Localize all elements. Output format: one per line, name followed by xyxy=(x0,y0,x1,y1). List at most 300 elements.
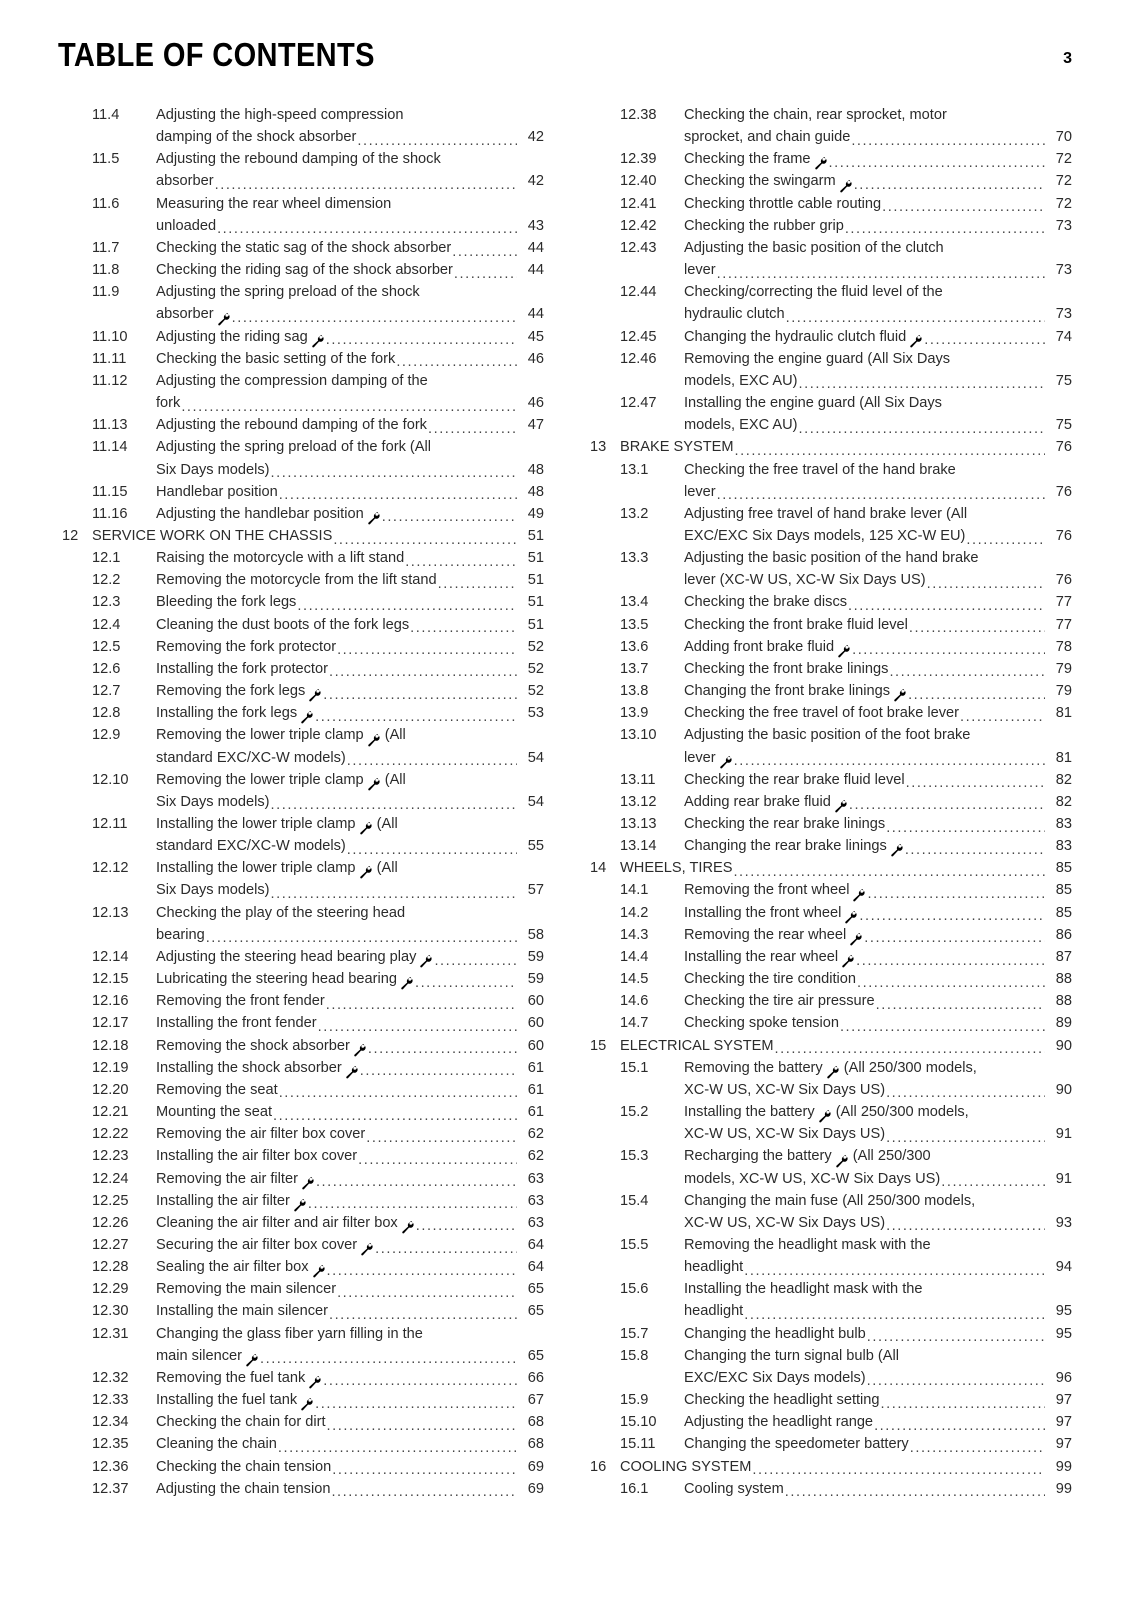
toc-entry-text: Adjusting the handlebar position xyxy=(156,505,364,522)
toc-section-row[interactable] xyxy=(58,1190,544,1212)
toc-chapter-row[interactable] xyxy=(586,1035,1072,1057)
toc-page-number: 78 xyxy=(1055,638,1072,655)
toc-section-row[interactable] xyxy=(58,481,544,503)
toc-page-number: 74 xyxy=(1055,328,1072,345)
toc-section-number: 12.16 xyxy=(92,993,129,1010)
toc-page-number: 90 xyxy=(1055,1037,1072,1054)
dot-leader xyxy=(874,1419,1045,1434)
toc-section-row[interactable] xyxy=(58,1057,544,1079)
toc-entry xyxy=(156,1212,544,1234)
toc-entry-text: Checking the rear brake fluid level xyxy=(684,771,905,788)
toc-entry xyxy=(156,658,544,680)
toc-section-row[interactable] xyxy=(58,857,544,901)
toc-section-number: 14.4 xyxy=(620,948,649,965)
dot-leader xyxy=(347,754,517,769)
toc-entry xyxy=(684,1190,1072,1234)
toc-section-number: 15.3 xyxy=(620,1148,649,1165)
dot-leader xyxy=(876,998,1045,1013)
toc-page-number: 81 xyxy=(1055,705,1072,722)
toc-entry xyxy=(156,1101,544,1123)
toc-entry xyxy=(684,724,1072,768)
toc-section-row[interactable] xyxy=(586,503,1072,547)
toc-section-row[interactable] xyxy=(58,326,544,348)
toc-page-number: 60 xyxy=(527,993,544,1010)
toc-section-number: 11.10 xyxy=(92,328,128,345)
dot-leader xyxy=(347,843,517,858)
toc-section-row[interactable] xyxy=(586,281,1072,325)
toc-entry xyxy=(156,1168,544,1190)
toc-section-row[interactable] xyxy=(586,1101,1072,1145)
toc-section-number: 12.29 xyxy=(92,1281,129,1298)
toc-entry-text: Bleeding the fork legs xyxy=(156,594,297,611)
toc-section-row[interactable] xyxy=(586,215,1072,237)
toc-page-number: 99 xyxy=(1055,1480,1072,1497)
toc-section-row[interactable] xyxy=(58,680,544,702)
toc-section-row[interactable] xyxy=(58,1212,544,1234)
toc-section-row[interactable] xyxy=(58,902,544,946)
toc-page-number: 65 xyxy=(527,1347,544,1364)
toc-section-number: 14.7 xyxy=(620,1015,649,1032)
dot-leader xyxy=(410,621,517,636)
toc-section-row[interactable] xyxy=(586,1433,1072,1455)
toc-entry-text: Checking the chain for dirt xyxy=(156,1414,326,1431)
toc-entry-text-suffix: (All xyxy=(380,727,406,744)
toc-section-row[interactable] xyxy=(586,1323,1072,1345)
toc-section-row[interactable] xyxy=(58,636,544,658)
dot-leader xyxy=(323,1374,517,1389)
toc-entry-text: Checking the swingarm xyxy=(684,173,836,190)
toc-section-row[interactable] xyxy=(58,1234,544,1256)
toc-section-number: 12.14 xyxy=(92,948,129,965)
toc-entry xyxy=(684,1478,1072,1500)
toc-entry-text: Installing the lower triple clamp xyxy=(156,816,356,832)
dot-leader xyxy=(906,776,1045,791)
toc-section-row[interactable] xyxy=(58,946,544,968)
toc-section-row[interactable] xyxy=(586,614,1072,636)
toc-page-number: 61 xyxy=(527,1059,544,1076)
toc-entry xyxy=(684,1345,1072,1389)
toc-entry-text: Installing the fork legs xyxy=(156,705,298,722)
wrench-icon xyxy=(345,1066,358,1079)
toc-entry-text: Changing the hydraulic clutch fluid xyxy=(684,328,907,345)
toc-entry-text: Installing the air filter box cover xyxy=(156,1148,358,1165)
toc-page-number: 45 xyxy=(527,328,544,345)
wrench-icon xyxy=(401,1221,414,1234)
toc-section-number: 12.18 xyxy=(92,1037,129,1054)
toc-section-row[interactable] xyxy=(58,1168,544,1190)
toc-section-row[interactable] xyxy=(586,148,1072,170)
toc-entry-text: Changing the glass fiber yarn filling in the xyxy=(156,1325,423,1342)
dot-leader xyxy=(308,1197,517,1212)
toc-chapter-row[interactable] xyxy=(586,1456,1072,1478)
toc-section-number: 11.4 xyxy=(92,107,120,123)
toc-chapter-number: 13 xyxy=(590,439,607,456)
toc-section-row[interactable] xyxy=(58,503,544,525)
toc-entry-text: Adjusting the spring preload of the fork (All xyxy=(156,439,432,456)
toc-entry-text: Cleaning the dust boots of the fork legs xyxy=(156,616,410,633)
toc-section-row[interactable] xyxy=(58,1456,544,1478)
toc-section-row[interactable] xyxy=(586,348,1072,392)
dot-leader xyxy=(297,599,517,614)
toc-entry-text: XC-W US, XC-W Six Days US) xyxy=(684,1214,886,1231)
toc-section-row[interactable] xyxy=(58,591,544,613)
toc-section-row[interactable] xyxy=(58,1389,544,1411)
toc-entry-text: Changing the main fuse (All 250/300 models, xyxy=(684,1192,976,1209)
toc-section-number: 13.14 xyxy=(620,838,657,855)
toc-section-row[interactable] xyxy=(58,281,544,325)
toc-entry-text: Removing the shock absorber xyxy=(156,1037,350,1054)
wrench-icon xyxy=(852,889,865,902)
toc-section-row[interactable] xyxy=(586,170,1072,192)
dot-leader xyxy=(882,200,1045,215)
toc-chapter-number: 14 xyxy=(590,860,607,877)
toc-entry xyxy=(684,813,1072,835)
toc-entry xyxy=(684,1278,1072,1322)
toc-section-row[interactable] xyxy=(58,1123,544,1145)
toc-page-number: 63 xyxy=(527,1170,544,1187)
toc-section-row[interactable] xyxy=(58,148,544,192)
toc-page-number: 85 xyxy=(1055,860,1072,877)
toc-section-number: 12.33 xyxy=(92,1392,129,1409)
wrench-icon xyxy=(834,800,847,813)
toc-section-row[interactable] xyxy=(58,569,544,591)
toc-page-number: 76 xyxy=(1055,527,1072,544)
toc-section-row[interactable] xyxy=(586,1234,1072,1278)
wrench-icon xyxy=(311,335,324,348)
toc-section-row[interactable] xyxy=(58,614,544,636)
dot-leader xyxy=(859,909,1045,924)
toc-section-row[interactable] xyxy=(586,769,1072,791)
toc-entry xyxy=(684,968,1072,990)
toc-section-row[interactable] xyxy=(586,392,1072,436)
dot-leader xyxy=(405,555,517,570)
dot-leader xyxy=(273,1109,517,1124)
toc-entry xyxy=(684,1145,1072,1189)
toc-section-number: 12.7 xyxy=(92,683,121,700)
dot-leader xyxy=(867,1374,1045,1389)
toc-entry xyxy=(156,1057,544,1079)
toc-section-row[interactable] xyxy=(586,1057,1072,1101)
toc-section-row[interactable] xyxy=(58,1478,544,1500)
toc-page-number: 97 xyxy=(1055,1392,1072,1409)
toc-section-number: 11.7 xyxy=(92,239,120,256)
toc-page-number: 46 xyxy=(527,395,544,412)
toc-entry-text: Handlebar position xyxy=(156,483,278,500)
toc-entry-text: standard EXC/XC-W models) xyxy=(156,749,346,766)
toc-entry-text: Installing the front wheel xyxy=(684,904,842,921)
dot-leader xyxy=(260,1352,517,1367)
toc-section-row[interactable] xyxy=(58,1101,544,1123)
toc-section-row[interactable] xyxy=(58,968,544,990)
dot-leader xyxy=(332,1463,517,1478)
toc-entry-text: Adding rear brake fluid xyxy=(684,793,831,810)
toc-section-row[interactable] xyxy=(586,459,1072,503)
toc-entry-text: Six Days models) xyxy=(156,882,270,899)
toc-section-row[interactable] xyxy=(58,1035,544,1057)
toc-page-number: 47 xyxy=(527,417,544,434)
toc-entry xyxy=(684,658,1072,680)
toc-section-row[interactable] xyxy=(58,769,544,813)
toc-section-row[interactable] xyxy=(586,990,1072,1012)
toc-section-row[interactable] xyxy=(586,104,1072,148)
toc-section-row[interactable] xyxy=(586,237,1072,281)
toc-section-row[interactable] xyxy=(58,1433,544,1455)
wrench-icon xyxy=(841,955,854,968)
toc-section-row[interactable] xyxy=(586,902,1072,924)
toc-entry-text: hydraulic clutch xyxy=(684,306,785,323)
toc-entry xyxy=(684,215,1072,237)
wrench-icon xyxy=(312,1265,325,1278)
toc-page-number: 67 xyxy=(527,1392,544,1409)
toc-section-row[interactable] xyxy=(586,658,1072,680)
toc-page-number: 70 xyxy=(1055,129,1072,146)
dot-leader xyxy=(905,843,1045,858)
toc-page-number: 51 xyxy=(527,594,544,611)
wrench-icon xyxy=(909,335,922,348)
toc-entry-text: Checking the tire air pressure xyxy=(684,993,875,1010)
toc-section-number: 12.38 xyxy=(620,107,657,123)
toc-entry-text: Adjusting the chain tension xyxy=(156,1480,331,1497)
toc-section-row[interactable] xyxy=(58,724,544,768)
toc-page-number: 72 xyxy=(1055,151,1072,168)
dot-leader xyxy=(206,931,517,946)
toc-section-number: 12.19 xyxy=(92,1059,129,1076)
toc-page-number: 72 xyxy=(1055,195,1072,212)
toc-entry xyxy=(156,1012,544,1034)
dot-leader xyxy=(881,1397,1045,1412)
toc-page-number: 76 xyxy=(1055,483,1072,500)
toc-section-row[interactable] xyxy=(58,1256,544,1278)
toc-entry-text: Adjusting the rebound damping of the shock xyxy=(156,151,441,168)
toc-section-number: 12.15 xyxy=(92,971,129,988)
toc-section-number: 12.24 xyxy=(92,1170,129,1187)
dot-leader xyxy=(232,311,517,326)
toc-chapter-row[interactable] xyxy=(58,525,544,547)
toc-section-row[interactable] xyxy=(58,658,544,680)
toc-entry-text: Checking the front brake linings xyxy=(684,660,889,677)
toc-entry-text: Raising the motorcycle with a lift stand xyxy=(156,550,405,567)
toc-entry-text: XC-W US, XC-W Six Days US) xyxy=(684,1081,886,1098)
toc-page-number: 58 xyxy=(527,926,544,943)
toc-section-row[interactable] xyxy=(586,946,1072,968)
dot-leader xyxy=(326,998,517,1013)
toc-entry xyxy=(684,148,1072,170)
toc-entry-text: COOLING SYSTEM xyxy=(620,1458,752,1475)
toc-entry xyxy=(684,902,1072,924)
dot-leader xyxy=(396,355,517,370)
toc-entry xyxy=(156,1478,544,1500)
toc-section-row[interactable] xyxy=(586,326,1072,348)
wrench-icon xyxy=(849,933,862,946)
toc-entry-text: Installing the front fender xyxy=(156,1015,317,1032)
toc-section-row[interactable] xyxy=(58,1300,544,1322)
toc-entry xyxy=(156,724,544,768)
toc-entry-text: Adjusting the basic position of the clutch xyxy=(684,239,944,256)
toc-section-number: 14.3 xyxy=(620,926,649,943)
toc-page-number: 95 xyxy=(1055,1325,1072,1342)
toc-entry-text: main silencer xyxy=(156,1347,242,1364)
toc-section-row[interactable] xyxy=(58,436,544,480)
toc-section-row[interactable] xyxy=(58,193,544,237)
toc-entry-text-suffix: (All 250/300 xyxy=(848,1148,931,1165)
dot-leader xyxy=(829,156,1045,171)
toc-entry xyxy=(684,1012,1072,1034)
toc-entry xyxy=(156,1234,544,1256)
toc-entry xyxy=(156,281,544,325)
toc-page-number: 51 xyxy=(527,527,544,544)
toc-chapter-row[interactable] xyxy=(586,436,1072,458)
toc-page-number: 75 xyxy=(1055,417,1072,434)
toc-entry xyxy=(156,547,544,569)
toc-section-number: 12.6 xyxy=(92,660,121,677)
toc-page-number: 59 xyxy=(527,948,544,965)
wrench-icon xyxy=(367,512,380,525)
toc-entry xyxy=(620,436,1072,458)
dot-leader xyxy=(452,245,517,260)
dot-leader xyxy=(326,333,517,348)
toc-entry-text: Removing the headlight mask with the xyxy=(684,1236,931,1253)
toc-entry-text-suffix: (All xyxy=(372,816,398,832)
toc-section-row[interactable] xyxy=(586,1345,1072,1389)
toc-section-row[interactable] xyxy=(58,990,544,1012)
toc-entry-text: Adjusting the compression damping of the xyxy=(156,372,428,389)
toc-page-number: 87 xyxy=(1055,948,1072,965)
dot-leader xyxy=(908,688,1045,703)
toc-section-row[interactable] xyxy=(586,1145,1072,1189)
toc-section-row[interactable] xyxy=(586,791,1072,813)
toc-section-row[interactable] xyxy=(58,1145,544,1167)
wrench-icon xyxy=(353,1044,366,1057)
toc-entry xyxy=(156,259,544,281)
toc-entry xyxy=(684,193,1072,215)
toc-section-row[interactable] xyxy=(58,1367,544,1389)
toc-section-row[interactable] xyxy=(586,835,1072,857)
toc-section-row[interactable] xyxy=(586,724,1072,768)
toc-entry xyxy=(156,680,544,702)
toc-section-row[interactable] xyxy=(586,1478,1072,1500)
toc-page-number: 69 xyxy=(527,1480,544,1497)
dot-leader xyxy=(733,865,1045,880)
toc-entry xyxy=(684,791,1072,813)
toc-section-number: 15.6 xyxy=(620,1281,649,1298)
toc-page-number: 44 xyxy=(527,262,544,279)
dot-leader xyxy=(734,754,1045,769)
toc-section-row[interactable] xyxy=(58,370,544,414)
toc-section-row[interactable] xyxy=(586,702,1072,724)
toc-section-row[interactable] xyxy=(58,547,544,569)
wrench-icon xyxy=(818,1110,831,1123)
toc-section-row[interactable] xyxy=(58,1323,544,1367)
toc-section-row[interactable] xyxy=(586,636,1072,658)
page-folio: 3 xyxy=(1063,50,1072,67)
toc-section-number: 12.11 xyxy=(92,816,128,832)
toc-entry xyxy=(156,769,544,813)
toc-entry-text: bearing xyxy=(156,926,205,943)
toc-section-row[interactable] xyxy=(586,547,1072,591)
toc-page-number: 85 xyxy=(1055,904,1072,921)
toc-section-row[interactable] xyxy=(586,1278,1072,1322)
toc-section-row[interactable] xyxy=(586,813,1072,835)
toc-section-row[interactable] xyxy=(586,591,1072,613)
toc-section-row[interactable] xyxy=(586,680,1072,702)
toc-section-row[interactable] xyxy=(58,259,544,281)
toc-entry xyxy=(156,1433,544,1455)
toc-section-row[interactable] xyxy=(586,968,1072,990)
toc-section-row[interactable] xyxy=(586,193,1072,215)
toc-section-row[interactable] xyxy=(586,879,1072,901)
wrench-icon xyxy=(367,778,380,791)
toc-entry-text: Changing the speedometer battery xyxy=(684,1436,909,1453)
toc-section-number: 13.10 xyxy=(620,727,657,744)
toc-section-row[interactable] xyxy=(58,702,544,724)
toc-entry-text: Removing the lower triple clamp xyxy=(156,727,364,744)
toc-section-row[interactable] xyxy=(58,1278,544,1300)
toc-entry xyxy=(156,436,544,480)
toc-section-row[interactable] xyxy=(58,237,544,259)
toc-entry-text: Installing the engine guard (All Six Days xyxy=(684,395,942,412)
toc-section-number: 12.13 xyxy=(92,904,129,921)
toc-entry-text: headlight xyxy=(684,1259,744,1276)
toc-section-row[interactable] xyxy=(58,104,544,148)
wrench-icon xyxy=(301,1177,314,1190)
toc-section-number: 13.3 xyxy=(620,550,649,567)
toc-page-number: 52 xyxy=(527,638,544,655)
toc-entry-text: Removing the battery xyxy=(684,1059,823,1076)
toc-entry xyxy=(684,503,1072,547)
toc-entry-text: WHEELS, TIRES xyxy=(620,860,733,877)
dot-leader xyxy=(752,1463,1045,1478)
wrench-icon xyxy=(359,822,372,835)
dot-leader xyxy=(889,665,1045,680)
toc-entry-text: Changing the rear brake linings xyxy=(684,838,887,855)
dot-leader xyxy=(368,1042,517,1057)
toc-section-row[interactable] xyxy=(58,1411,544,1433)
dot-leader xyxy=(886,1086,1045,1101)
toc-entry-text: Installing the headlight mask with the xyxy=(684,1281,923,1298)
toc-page-number: 57 xyxy=(527,882,544,899)
toc-section-number: 14.5 xyxy=(620,971,649,988)
toc-page-number: 48 xyxy=(527,483,544,500)
toc-section-row[interactable] xyxy=(58,348,544,370)
toc-chapter-row[interactable] xyxy=(586,857,1072,879)
toc-section-row[interactable] xyxy=(58,1079,544,1101)
toc-section-row[interactable] xyxy=(586,1190,1072,1234)
toc-page-number: 96 xyxy=(1055,1369,1072,1386)
dot-leader xyxy=(327,1419,517,1434)
toc-section-row[interactable] xyxy=(586,1012,1072,1034)
dot-leader xyxy=(717,488,1045,503)
toc-section-row[interactable] xyxy=(586,924,1072,946)
toc-entry xyxy=(684,1234,1072,1278)
toc-section-row[interactable] xyxy=(58,414,544,436)
toc-page-number: 64 xyxy=(527,1236,544,1253)
dot-leader xyxy=(279,1086,517,1101)
toc-section-row[interactable] xyxy=(586,1389,1072,1411)
toc-entry-text: lever xyxy=(684,483,716,500)
dot-leader xyxy=(329,1308,517,1323)
toc-page-number: 62 xyxy=(527,1126,544,1143)
toc-entry xyxy=(684,348,1072,392)
toc-section-row[interactable] xyxy=(58,813,544,857)
toc-page-number: 73 xyxy=(1055,262,1072,279)
toc-section-row[interactable] xyxy=(58,1012,544,1034)
toc-chapter-number: 12 xyxy=(62,527,79,544)
toc-entry-text: Checking the rear brake linings xyxy=(684,816,886,832)
toc-page-number: 48 xyxy=(527,461,544,478)
toc-section-number: 14.2 xyxy=(620,904,649,921)
toc-section-row[interactable] xyxy=(586,1411,1072,1433)
toc-entry-text: Checking the free travel of the hand brake xyxy=(684,461,956,478)
